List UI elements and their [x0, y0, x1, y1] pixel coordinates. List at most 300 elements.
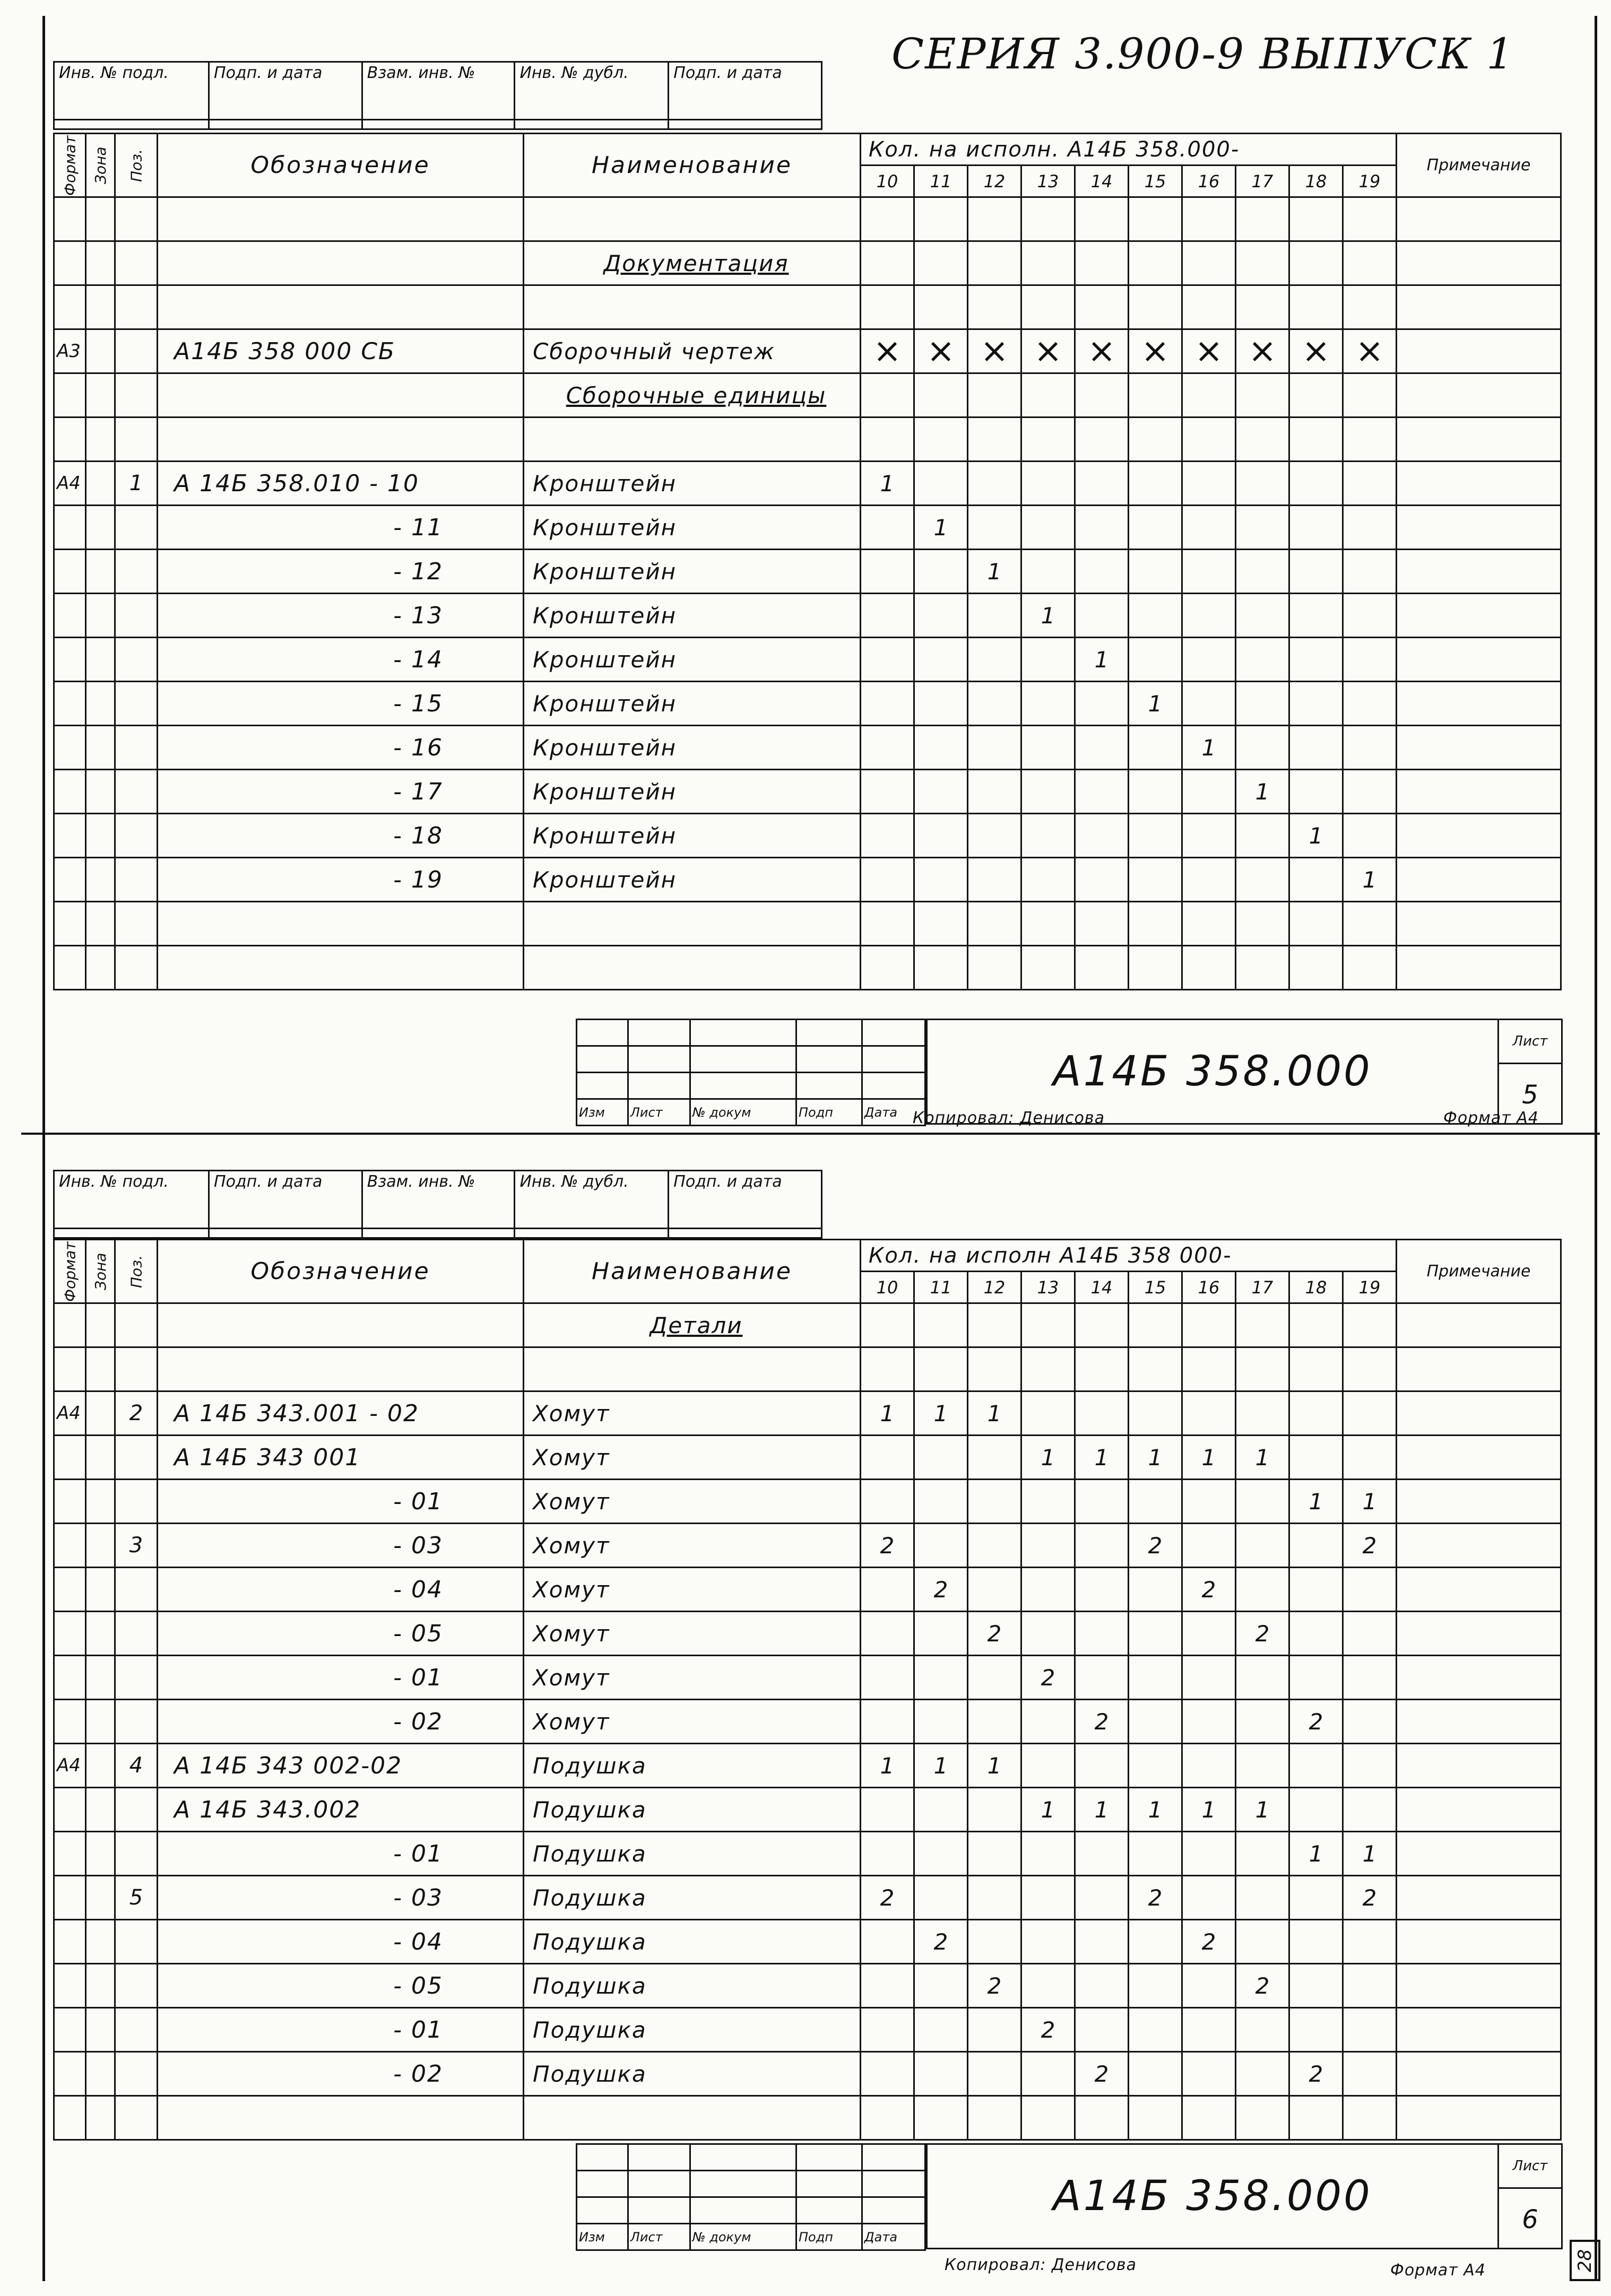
cell-note	[1397, 462, 1561, 506]
cell-qty: ×	[914, 329, 968, 373]
cell-qty	[1021, 2052, 1075, 2096]
cell-qty: 1	[1075, 1788, 1129, 1832]
cell-designation: - 02	[158, 2052, 524, 2096]
cell-note	[1397, 638, 1561, 682]
cell-zone	[86, 2008, 115, 2052]
cell-qty	[1236, 1656, 1289, 1700]
cell-qty: ×	[1343, 329, 1397, 373]
cell-qty	[861, 1700, 914, 1744]
copied-by: Копировал: Денисова	[945, 2256, 1137, 2274]
cell-qty	[1182, 814, 1236, 858]
cell-qty	[861, 682, 914, 726]
cell-qty	[1075, 373, 1129, 418]
cell-zone	[86, 2052, 115, 2096]
cell-qty	[914, 682, 968, 726]
cell-qty	[1182, 1744, 1236, 1788]
cell-format	[54, 1832, 86, 1876]
spec-rows	[54, 197, 1561, 990]
cell-zone	[86, 1524, 115, 1568]
cell-format	[54, 1788, 86, 1832]
cell-note	[1397, 902, 1561, 946]
cell-note	[1397, 1788, 1561, 1832]
edge-page-number: 28	[1570, 2240, 1600, 2281]
table-row	[54, 902, 1561, 946]
table-row	[54, 373, 1561, 418]
cell-designation: А 14Б 343 002-02	[158, 1744, 524, 1788]
cell-qty	[968, 1656, 1021, 1700]
cell-zone	[86, 770, 115, 814]
table-row	[54, 1568, 1561, 1612]
cell-pos	[115, 241, 158, 285]
cell-pos	[115, 814, 158, 858]
stamp-label: Инв. № подл.	[54, 62, 209, 120]
table-row	[54, 418, 1561, 462]
cell-qty: 2	[1182, 1920, 1236, 1964]
header-note: Примечание	[1397, 1240, 1561, 1303]
cell-qty	[1236, 858, 1289, 902]
cell-qty	[1182, 1347, 1236, 1391]
cell-qty	[1075, 1303, 1129, 1347]
cell-qty	[914, 418, 968, 462]
variant-col: 11	[914, 1272, 968, 1303]
table-row	[54, 1700, 1561, 1744]
variant-col: 13	[1021, 1272, 1075, 1303]
cell-qty	[1075, 197, 1129, 241]
sheet-number-box	[1499, 2143, 1563, 2249]
variant-col: 10	[861, 1272, 914, 1303]
cell-qty	[1182, 197, 1236, 241]
cell-qty	[1021, 2096, 1075, 2140]
cell-zone	[86, 1656, 115, 1700]
cell-qty: ×	[968, 329, 1021, 373]
cell-qty	[1075, 1920, 1129, 1964]
cell-qty	[914, 1656, 968, 1700]
cell-qty	[1021, 814, 1075, 858]
cell-qty: 1	[1021, 1436, 1075, 1480]
cell-qty	[1075, 814, 1129, 858]
cell-format	[54, 550, 86, 594]
cell-qty	[914, 858, 968, 902]
cell-designation: А14Б 358 000 СБ	[158, 329, 524, 373]
cell-qty	[1021, 1347, 1075, 1391]
cell-pos	[115, 506, 158, 550]
cell-qty	[1129, 1964, 1182, 2008]
table-row	[54, 2096, 1561, 2140]
cell-qty: 1	[861, 1391, 914, 1436]
cell-qty: 1	[1289, 814, 1343, 858]
tb-label: № докум	[690, 2224, 796, 2250]
stamp-label: Подп. и дата	[669, 1171, 822, 1229]
spec-table-1	[53, 133, 1560, 990]
cell-qty	[1129, 638, 1182, 682]
cell-note	[1397, 814, 1561, 858]
cell-qty	[1075, 2096, 1129, 2140]
cell-qty	[861, 858, 914, 902]
cell-qty	[1236, 1568, 1289, 1612]
cell-qty	[1343, 2008, 1397, 2052]
cell-qty	[1236, 506, 1289, 550]
cell-qty	[968, 946, 1021, 990]
stamp-label: Подп. и дата	[669, 62, 822, 120]
cell-zone	[86, 1744, 115, 1788]
cell-pos	[115, 2096, 158, 2140]
cell-qty	[914, 726, 968, 770]
cell-zone	[86, 1568, 115, 1612]
cell-qty	[1236, 462, 1289, 506]
table-row	[54, 462, 1561, 506]
cell-qty: 1	[1075, 1436, 1129, 1480]
cell-qty	[1236, 726, 1289, 770]
cell-qty: 1	[1129, 1436, 1182, 1480]
cell-qty	[1021, 902, 1075, 946]
cell-qty: 2	[1075, 2052, 1129, 2096]
cell-qty	[1182, 1876, 1236, 1920]
cell-designation: - 04	[158, 1568, 524, 1612]
cell-qty: 1	[861, 1744, 914, 1788]
cell-qty	[1289, 418, 1343, 462]
cell-qty	[1021, 1524, 1075, 1568]
cell-designation: - 01	[158, 1656, 524, 1700]
cell-pos	[115, 1656, 158, 1700]
cell-qty	[1182, 550, 1236, 594]
cell-qty	[1343, 726, 1397, 770]
tb-label: Лист	[628, 1099, 690, 1126]
cell-designation: - 14	[158, 638, 524, 682]
cell-qty: 1	[1236, 1788, 1289, 1832]
cell-designation: - 01	[158, 1832, 524, 1876]
cell-qty	[1182, 241, 1236, 285]
cell-qty	[968, 285, 1021, 329]
cell-note	[1397, 2052, 1561, 2096]
header-name: Наименование	[524, 134, 861, 197]
cell-qty: ×	[1236, 329, 1289, 373]
cell-qty: 2	[1129, 1524, 1182, 1568]
cell-qty	[1289, 1391, 1343, 1436]
variant-col: 18	[1289, 166, 1343, 197]
approval-stamp	[53, 61, 822, 130]
cell-qty	[1129, 1568, 1182, 1612]
cell-qty	[914, 1436, 968, 1480]
cell-designation	[158, 1347, 524, 1391]
cell-designation: - 17	[158, 770, 524, 814]
cell-qty	[968, 1700, 1021, 1744]
cell-note	[1397, 858, 1561, 902]
cell-qty	[1021, 1391, 1075, 1436]
cell-name: Кронштейн	[524, 814, 861, 858]
cell-name: Кронштейн	[524, 506, 861, 550]
cell-qty: 1	[1129, 1788, 1182, 1832]
cell-qty	[861, 726, 914, 770]
cell-qty	[1236, 638, 1289, 682]
cell-qty	[1075, 1347, 1129, 1391]
cell-name: Подушка	[524, 1744, 861, 1788]
cell-qty	[968, 462, 1021, 506]
cell-qty	[1182, 1656, 1236, 1700]
cell-qty: 1	[914, 1744, 968, 1788]
cell-qty	[1236, 2052, 1289, 2096]
table-row	[54, 1744, 1561, 1788]
cell-qty: 2	[914, 1568, 968, 1612]
cell-qty	[1236, 1876, 1289, 1920]
stamp-label: Подп. и дата	[209, 62, 362, 120]
cell-qty	[914, 550, 968, 594]
cell-designation: - 15	[158, 682, 524, 726]
cell-qty	[1182, 2008, 1236, 2052]
cell-pos	[115, 1436, 158, 1480]
cell-name: Подушка	[524, 2008, 861, 2052]
document-code: А14Б 358.000	[926, 2143, 1499, 2249]
cell-qty	[1129, 2008, 1182, 2052]
cell-format	[54, 2008, 86, 2052]
cell-qty	[1075, 946, 1129, 990]
cell-qty	[914, 1524, 968, 1568]
cell-qty	[1129, 1744, 1182, 1788]
cell-qty	[1182, 373, 1236, 418]
cell-qty	[1289, 2008, 1343, 2052]
table-row	[54, 1656, 1561, 1700]
table-row	[54, 285, 1561, 329]
cell-designation	[158, 197, 524, 241]
cell-qty	[861, 1964, 914, 2008]
cell-qty	[1021, 241, 1075, 285]
cell-zone	[86, 1303, 115, 1347]
cell-qty	[1075, 1656, 1129, 1700]
cell-zone	[86, 902, 115, 946]
table-row	[54, 1920, 1561, 1964]
cell-qty: 1	[1343, 1832, 1397, 1876]
cell-qty	[1021, 1920, 1075, 1964]
cell-qty: 2	[968, 1612, 1021, 1656]
cell-name: Кронштейн	[524, 638, 861, 682]
cell-qty	[1343, 2052, 1397, 2096]
cell-format	[54, 1612, 86, 1656]
cell-qty	[968, 1436, 1021, 1480]
cell-qty	[861, 2096, 914, 2140]
cell-qty	[861, 814, 914, 858]
cell-note	[1397, 1832, 1561, 1876]
cell-qty	[1182, 462, 1236, 506]
cell-qty: 1	[1343, 858, 1397, 902]
cell-qty: 2	[1289, 1700, 1343, 1744]
cell-note	[1397, 418, 1561, 462]
cell-name: Хомут	[524, 1524, 861, 1568]
cell-format	[54, 638, 86, 682]
cell-qty	[1075, 1744, 1129, 1788]
header-note: Примечание	[1397, 134, 1561, 197]
cell-qty	[1129, 2052, 1182, 2096]
cell-pos: 1	[115, 462, 158, 506]
cell-qty	[1075, 506, 1129, 550]
cell-qty	[1021, 682, 1075, 726]
cell-qty: 1	[968, 1744, 1021, 1788]
cell-note	[1397, 373, 1561, 418]
cell-qty: 1	[1021, 594, 1075, 638]
cell-qty	[1236, 1832, 1289, 1876]
cell-qty	[861, 1832, 914, 1876]
cell-note	[1397, 1920, 1561, 1964]
cell-designation: А 14Б 343.002	[158, 1788, 524, 1832]
cell-qty	[1021, 726, 1075, 770]
tb-label: Изм	[577, 1099, 628, 1126]
cell-qty	[861, 550, 914, 594]
cell-qty	[968, 2096, 1021, 2140]
cell-qty	[1236, 902, 1289, 946]
cell-qty	[968, 902, 1021, 946]
cell-note	[1397, 1436, 1561, 1480]
cell-qty: 2	[1343, 1876, 1397, 1920]
cell-qty	[1236, 1744, 1289, 1788]
cell-qty	[968, 638, 1021, 682]
cell-zone	[86, 418, 115, 462]
table-row	[54, 858, 1561, 902]
cell-qty	[914, 814, 968, 858]
sheet-label: Лист	[1499, 1020, 1561, 1064]
cell-qty	[1343, 241, 1397, 285]
cell-qty	[914, 197, 968, 241]
table-row	[54, 1964, 1561, 2008]
cell-qty: 1	[1182, 726, 1236, 770]
cell-name: Подушка	[524, 1876, 861, 1920]
cell-note	[1397, 2096, 1561, 2140]
cell-format	[54, 814, 86, 858]
cell-qty	[1075, 594, 1129, 638]
cell-designation	[158, 1303, 524, 1347]
cell-qty	[1343, 1656, 1397, 1700]
section-heading: Сборочные единицы	[524, 373, 861, 418]
cell-qty	[1343, 418, 1397, 462]
cell-qty	[1129, 1480, 1182, 1524]
cell-qty	[1021, 197, 1075, 241]
cell-note	[1397, 1964, 1561, 2008]
header-qty: Кол. на исполн. А14Б 358.000-	[861, 134, 1397, 166]
table-row	[54, 1612, 1561, 1656]
cell-qty	[968, 594, 1021, 638]
cell-qty: 1	[1182, 1788, 1236, 1832]
cell-note	[1397, 1876, 1561, 1920]
cell-qty: 1	[914, 1391, 968, 1436]
cell-qty	[861, 1568, 914, 1612]
cell-qty	[1129, 418, 1182, 462]
table-row	[54, 946, 1561, 990]
cell-qty	[1343, 550, 1397, 594]
cell-qty	[1182, 1700, 1236, 1744]
cell-designation: - 02	[158, 1700, 524, 1744]
cell-qty	[1021, 770, 1075, 814]
cell-qty	[1289, 946, 1343, 990]
cell-zone	[86, 858, 115, 902]
header-format: Формат	[54, 1240, 86, 1303]
cell-qty	[861, 373, 914, 418]
cell-zone	[86, 946, 115, 990]
cell-qty	[1129, 2096, 1182, 2140]
cell-qty	[1021, 462, 1075, 506]
cell-qty	[1343, 373, 1397, 418]
tb-label: Подп	[796, 1099, 862, 1126]
table-row	[54, 506, 1561, 550]
cell-qty	[1182, 638, 1236, 682]
cell-zone	[86, 241, 115, 285]
cell-designation: А 14Б 358.010 - 10	[158, 462, 524, 506]
cell-qty: 2	[1236, 1612, 1289, 1656]
cell-qty	[1343, 1347, 1397, 1391]
cell-format	[54, 726, 86, 770]
cell-pos	[115, 418, 158, 462]
cell-qty	[968, 1788, 1021, 1832]
cell-qty: 2	[968, 1964, 1021, 2008]
cell-format	[54, 1920, 86, 1964]
cell-pos	[115, 373, 158, 418]
cell-designation: - 18	[158, 814, 524, 858]
cell-qty	[914, 2096, 968, 2140]
cell-qty	[861, 2008, 914, 2052]
cell-format	[54, 770, 86, 814]
cell-format: А3	[54, 329, 86, 373]
cell-qty	[968, 1524, 1021, 1568]
cell-designation	[158, 946, 524, 990]
stamp-label: Взам. инв. №	[362, 62, 515, 120]
cell-qty	[1021, 418, 1075, 462]
cell-qty	[1236, 594, 1289, 638]
cell-qty	[914, 1788, 968, 1832]
cell-designation: - 04	[158, 1920, 524, 1964]
cell-qty	[861, 506, 914, 550]
cell-qty	[914, 770, 968, 814]
cell-qty	[914, 1964, 968, 2008]
stamp-label: Инв. № дубл.	[515, 1171, 669, 1229]
cell-format	[54, 1436, 86, 1480]
cell-qty	[1236, 241, 1289, 285]
table-row	[54, 1788, 1561, 1832]
cell-qty: 2	[861, 1524, 914, 1568]
cell-zone	[86, 1347, 115, 1391]
cell-format	[54, 1568, 86, 1612]
cell-qty	[1021, 1700, 1075, 1744]
cell-format	[54, 1480, 86, 1524]
variant-col: 17	[1236, 1272, 1289, 1303]
cell-qty	[914, 2008, 968, 2052]
table-row	[54, 550, 1561, 594]
cell-format	[54, 1347, 86, 1391]
cell-pos	[115, 858, 158, 902]
cell-qty	[1289, 1568, 1343, 1612]
header-pos: Поз.	[115, 1240, 158, 1303]
cell-qty	[1021, 1744, 1075, 1788]
cell-qty	[968, 506, 1021, 550]
cell-qty: 1	[861, 462, 914, 506]
table-row	[54, 2052, 1561, 2096]
cell-qty	[1343, 1568, 1397, 1612]
cell-qty	[968, 418, 1021, 462]
cell-note	[1397, 550, 1561, 594]
cell-pos	[115, 1347, 158, 1391]
cell-pos	[115, 946, 158, 990]
cell-note	[1397, 1568, 1561, 1612]
cell-qty	[1343, 1700, 1397, 1744]
cell-qty	[914, 373, 968, 418]
cell-designation: - 19	[158, 858, 524, 902]
cell-qty	[1129, 594, 1182, 638]
cell-qty	[861, 1480, 914, 1524]
cell-qty	[1343, 1303, 1397, 1347]
cell-pos: 2	[115, 1391, 158, 1436]
cell-qty	[1343, 1920, 1397, 1964]
cell-note	[1397, 329, 1561, 373]
cell-qty	[1129, 1920, 1182, 1964]
variant-col: 16	[1182, 166, 1236, 197]
cell-qty	[1182, 2052, 1236, 2096]
table-row	[54, 1524, 1561, 1568]
cell-pos	[115, 770, 158, 814]
